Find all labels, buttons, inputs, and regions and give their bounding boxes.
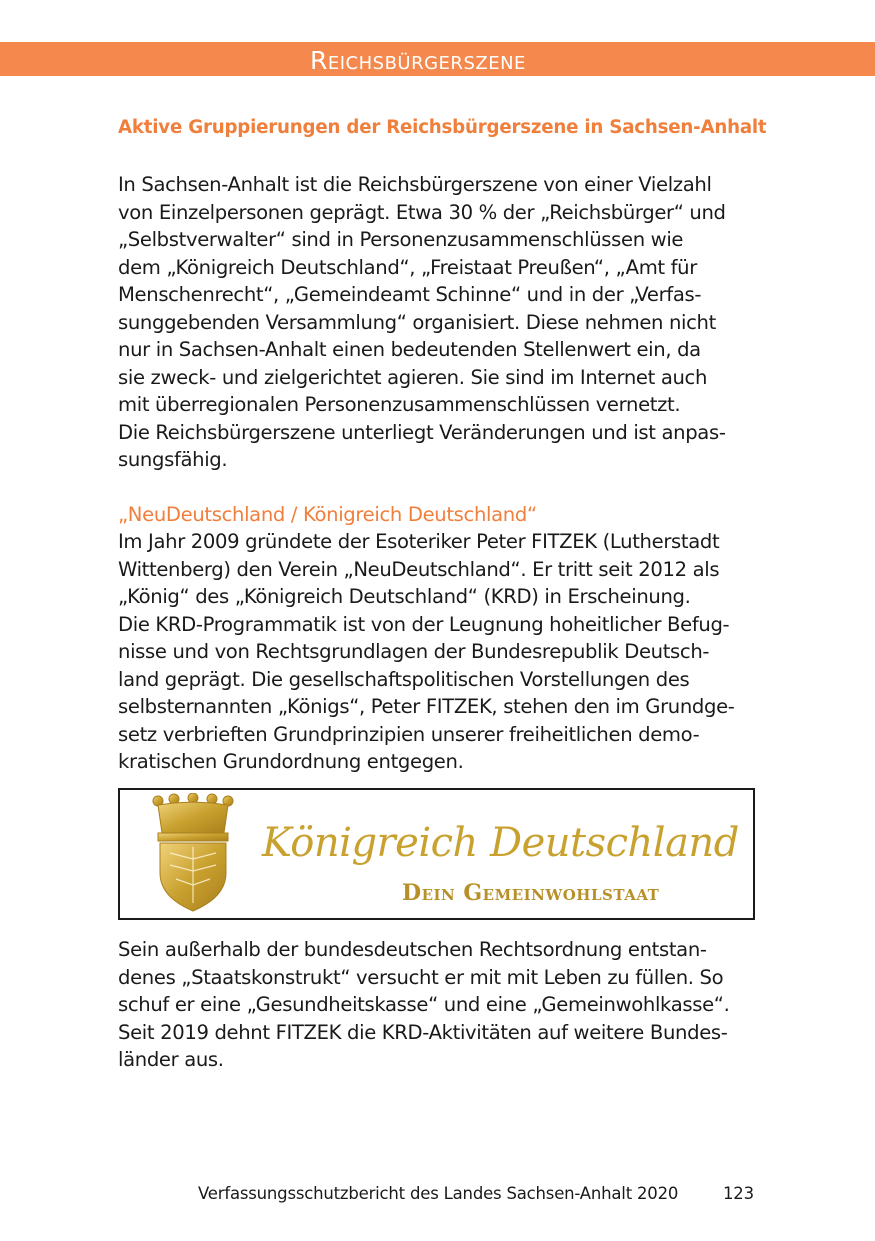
text-line: sie zweck- und zielgerichtet agieren. Sie sind im Internet auch [118, 365, 708, 389]
closing-section [118, 936, 758, 1074]
text-line: Die Reichsbürgerszene unterliegt Veränderungen und ist anpas- [118, 420, 726, 444]
crown-shield-icon [150, 793, 236, 913]
text-line: „Selbstverwalter“ sind in Personenzusammenschlüssen wie [118, 228, 684, 251]
text-line: selbsternannten „Königs“, Peter FITZEK, stehen den im Grundge- [118, 695, 735, 718]
text-line: schuf er eine „Gesundheitskasse“ und eine „Gemeinwohlkasse“. [118, 993, 730, 1016]
chapter-header-bar [0, 42, 875, 76]
text-line: land geprägt. Die gesellschaftspolitischen Vorstellungen des [118, 667, 690, 691]
subsection-heading: „NeuDeutschland / Königreich Deutschland“ [118, 502, 537, 526]
intro-paragraph [118, 171, 758, 474]
footer-publication-title: Verfassungsschutzbericht des Landes Sachsen-Anhalt 2020 [198, 1184, 679, 1203]
closing-paragraph [118, 936, 758, 1074]
logo-tagline: Dein Gemeinwohlstaat [402, 880, 660, 906]
text-line: Seit 2019 dehnt FITZEK die KRD-Aktivitäten auf weitere Bundes- [118, 1020, 728, 1044]
text-line: Die KRD-Programmatik ist von der Leugnung hoheitlicher Befug- [118, 612, 730, 636]
text-line: Im Jahr 2009 gründete der Esoteriker Peter FITZEK (Lutherstadt [118, 530, 720, 553]
page-number: 123 [723, 1184, 754, 1203]
text-line: nisse und von Rechtsgrundlagen der Bundesrepublik Deutsch- [118, 640, 710, 663]
text-line: setz verbrieften Grundprinzipien unserer freiheitlichen demo- [118, 722, 700, 746]
text-line: „König“ des „Königreich Deutschland“ (KRD) in Erscheinung. [118, 585, 691, 608]
text-line: Wittenberg) den Verein „NeuDeutschland“. Er tritt seit 2012 als [118, 557, 720, 581]
main-content [118, 114, 767, 776]
text-line: Menschenrecht“, „Gemeindeamt Schinne“ und in der „Verfas- [118, 283, 702, 306]
page-footer [0, 1182, 875, 1206]
text-line: kratischen Grundordnung entgegen. [118, 750, 464, 773]
text-line: Sein außerhalb der bundesdeutschen Rechtsordnung entstan- [118, 938, 707, 961]
chapter-title: Reichsbürgerszene [310, 46, 526, 75]
text-line: mit überregionalen Personenzusammenschlüssen vernetzt. [118, 393, 681, 416]
text-line: länder aus. [118, 1048, 224, 1071]
body-paragraph [118, 528, 758, 776]
krd-logo-image [118, 788, 755, 920]
text-line: denes „Staatskonstrukt“ versucht er mit mit Leben zu füllen. So [118, 965, 724, 989]
text-line: sunggebenden Versammlung“ organisiert. Diese nehmen nicht [118, 310, 716, 334]
section-heading: Aktive Gruppierungen der Reichsbürgerszene in Sachsen-Anhalt [118, 117, 767, 138]
text-line: In Sachsen-Anhalt ist die Reichsbürgerszene von einer Vielzahl [118, 173, 712, 196]
text-line: nur in Sachsen-Anhalt einen bedeutenden Stellenwert ein, da [118, 338, 701, 361]
text-line: von Einzelpersonen geprägt. Etwa 30 % der „Reichsbürger“ und [118, 200, 726, 224]
text-line: dem „Königreich Deutschland“, „Freistaat Preußen“, „Amt für [118, 255, 697, 279]
text-line: sungsfähig. [118, 448, 228, 471]
logo-wordmark: Königreich Deutschland [262, 820, 739, 866]
